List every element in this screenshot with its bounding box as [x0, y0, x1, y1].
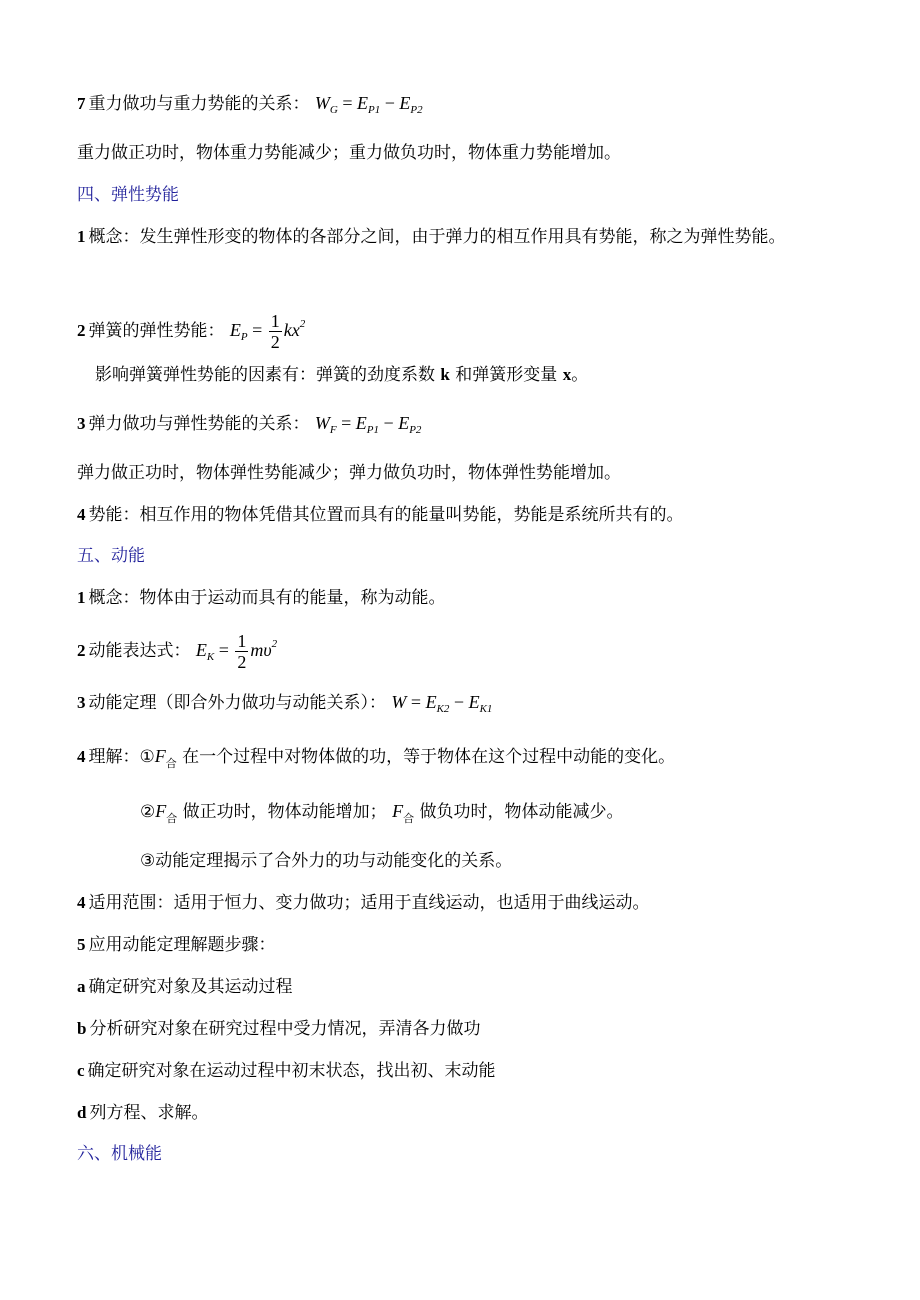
- list-item-step-c: c 确定研究对象在运动过程中初末状态，找出初、末动能: [77, 1061, 496, 1081]
- paragraph-elastic-concept: 1 概念：发生弹性形变的物体的各部分之间，由于弹力的相互作用具有势能，称之为弹性势能。: [77, 227, 786, 247]
- paragraph-spring-factors: 影响弹簧弹性势能的因素有：弹簧的劲度系数 k 和弹簧形变量 x。: [95, 365, 589, 385]
- list-item-step-d: d 列方程、求解。: [77, 1103, 209, 1123]
- paragraph-elastic-work-relation: 3 弹力做功与弹性势能的关系： $W_F = E_{P1} - E_{P2}$: [77, 413, 422, 436]
- formula-spring-energy: $E_P$ = $\frac{1}{2}$ $kx^2$: [229, 311, 306, 353]
- formula-gravity-work: $W_G = E_{P1} - E_{P2}$: [314, 93, 423, 116]
- section-heading-elastic-energy: 四、弹性势能: [77, 185, 179, 205]
- formula-kinetic-energy: $E_K$ = $\frac{1}{2}$ $m\upsilon^2$: [195, 631, 278, 673]
- paragraph-understanding-3: ③动能定理揭示了合外力的功与动能变化的关系。: [140, 851, 513, 871]
- paragraph-potential-energy: 4 势能：相互作用的物体凭借其位置而具有的能量叫势能，势能是系统所共有的。: [77, 505, 684, 525]
- symbol-net-force: $F_合$: [392, 801, 415, 825]
- list-item-step-b: b 分析研究对象在研究过程中受力情况，弄清各力做功: [77, 1019, 481, 1039]
- paragraph-kinetic-formula: 2 动能表达式： $E_K$ = $\frac{1}{2}$ $m\upsilon^2$: [77, 631, 278, 673]
- paragraph-applicable-scope: 4 适用范围：适用于恒力、变力做功；适用于直线运动，也适用于曲线运动。: [77, 893, 650, 913]
- symbol-net-force: $F_合$: [155, 801, 178, 825]
- symbol-net-force: $F_合$: [154, 746, 177, 770]
- formula-elastic-work: $W_F = E_{P1} - E_{P2}$: [314, 413, 422, 436]
- paragraph-kinetic-concept: 1 概念：物体由于运动而具有的能量，称为动能。: [77, 588, 446, 608]
- list-item-step-a: a 确定研究对象及其运动过程: [77, 977, 293, 997]
- paragraph-steps-title: 5 应用动能定理解题步骤：: [77, 935, 276, 955]
- paragraph-kinetic-theorem: 3 动能定理（即合外力做功与动能关系）： $W = E_{K2} - E_{K1}$: [77, 692, 493, 715]
- paragraph-understanding-1: 4 理解：$①F_合$ 在一个过程中对物体做的功，等于物体在这个过程中动能的变化。: [77, 746, 676, 770]
- section-heading-kinetic-energy: 五、动能: [77, 546, 145, 566]
- paragraph-elastic-sign: 弹力做正功时，物体弹性势能减少；弹力做负功时，物体弹性势能增加。: [77, 463, 621, 483]
- paragraph-spring-energy: 2 弹簧的弹性势能： $E_P$ = $\frac{1}{2}$ $kx^2$: [77, 311, 306, 353]
- paragraph-understanding-2: $②F_合$ 做正功时，物体动能增加； $F_合$ 做负功时，物体动能减少。: [140, 801, 624, 825]
- section-heading-mechanical-energy: 六、机械能: [77, 1144, 162, 1164]
- paragraph-gravity-work-relation: 7 重力做功与重力势能的关系： $W_G = E_{P1} - E_{P2}$: [77, 93, 423, 116]
- formula-kinetic-theorem: $W = E_{K2} - E_{K1}$: [391, 692, 493, 715]
- paragraph-gravity-sign: 重力做正功时，物体重力势能减少；重力做负功时，物体重力势能增加。: [77, 143, 621, 163]
